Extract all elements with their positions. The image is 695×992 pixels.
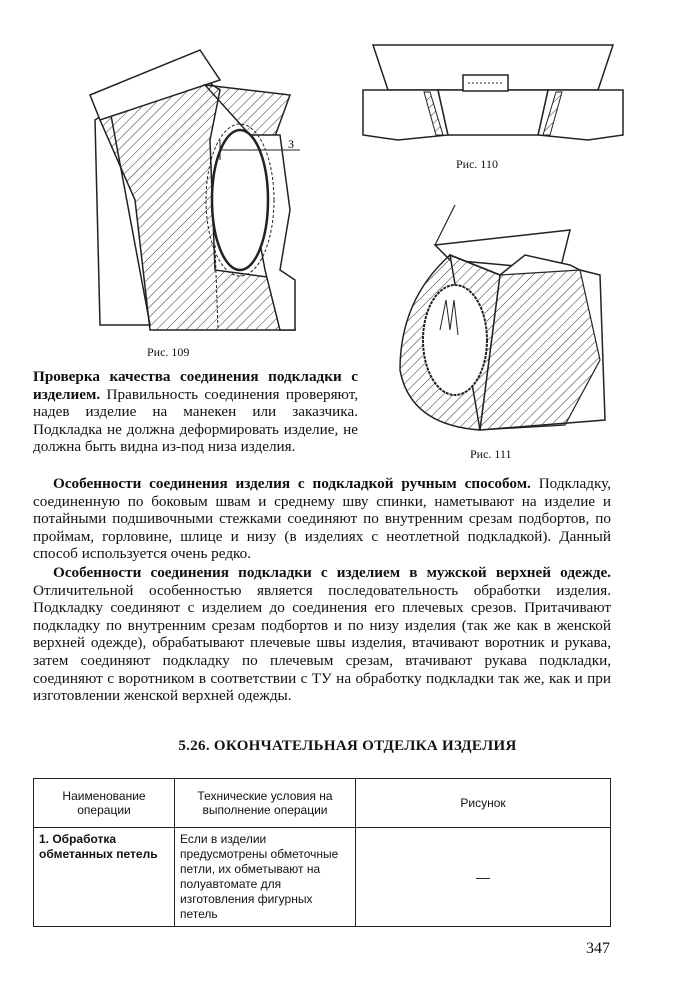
figure-109-illustration (40, 40, 330, 340)
operations-table (33, 778, 611, 927)
paragraph-manual-method-text: Подкладку, соединенную по боковым швам и среднему шву спинки, наметывают на изделие и потайными подшивочными стежками соединяют по внутренним срезам подбортов, по проймам, горловине, шлице и низу (в изделиях с неотлетной подкладкой). Данный способ используется очень редко. (33, 475, 612, 563)
table-row (34, 828, 611, 927)
table-header-conditions: Технические условия на выполнение операции (175, 779, 356, 828)
paragraph-quality-check-text: Правильность соединения проверяют, надев изделие на манекен или заказчика. Подкладка не должна деформировать изделие, не должна быть видна из-под низа изделия. (33, 385, 358, 456)
paragraph-menswear-text: Отличительной особенностью является последовательность обработки изделия. Подкладку соединяют с изделием до соединения его плечевых срезов. Притачивают подкладку по внутренним срезам подбортов и по низу изделия (так же как в женской верхней одежде), обрабатывают плечевые швы изделия, втачивают воротник и рукава, затем соединяют подкладку по плечевым срезам, втачивают рукава подкладки, соединяют с воротником в соответствии с ТУ на обработку подкладки так же, как и при изготовлении женской верхней одежды. (33, 581, 611, 705)
table-cell-conditions: Если в изделии предусмотрены обметочные петли, их обметывают на полуавтомате для изготовления фигурных петель (175, 828, 356, 927)
figure-110-caption: Рис. 110 (456, 157, 498, 171)
section-title: 5.26. ОКОНЧАТЕЛЬНАЯ ОТДЕЛКА ИЗДЕЛИЯ (178, 738, 517, 754)
figure-111-illustration (380, 200, 610, 440)
paragraph-menswear-heading: Особенности соединения подкладки с изделием в мужской верхней одежде. (53, 564, 611, 581)
page-number: 347 (586, 940, 610, 957)
table-cell-operation: 1. Обработка обметанных петель (34, 828, 175, 927)
table-header-operation: Наименование операции (34, 779, 175, 828)
paragraph-menswear (33, 564, 611, 705)
dimension-label: 3 (288, 137, 294, 151)
table-header-figure: Рисунок (356, 779, 611, 828)
paragraph-manual-method-heading: Особенности соединения изделия с подкладкой ручным способом. (53, 475, 531, 492)
paragraph-manual-method (33, 475, 611, 563)
table-cell-figure: — (356, 828, 611, 927)
figure-109-caption: Рис. 109 (147, 345, 190, 359)
figure-111-caption: Рис. 111 (470, 447, 512, 461)
figure-110-illustration (358, 40, 628, 150)
paragraph-quality-check (33, 368, 358, 456)
paragraph-quality-check-heading: Проверка качества соединения подкладки с изделием. (33, 368, 358, 403)
table-header-row (34, 779, 611, 828)
